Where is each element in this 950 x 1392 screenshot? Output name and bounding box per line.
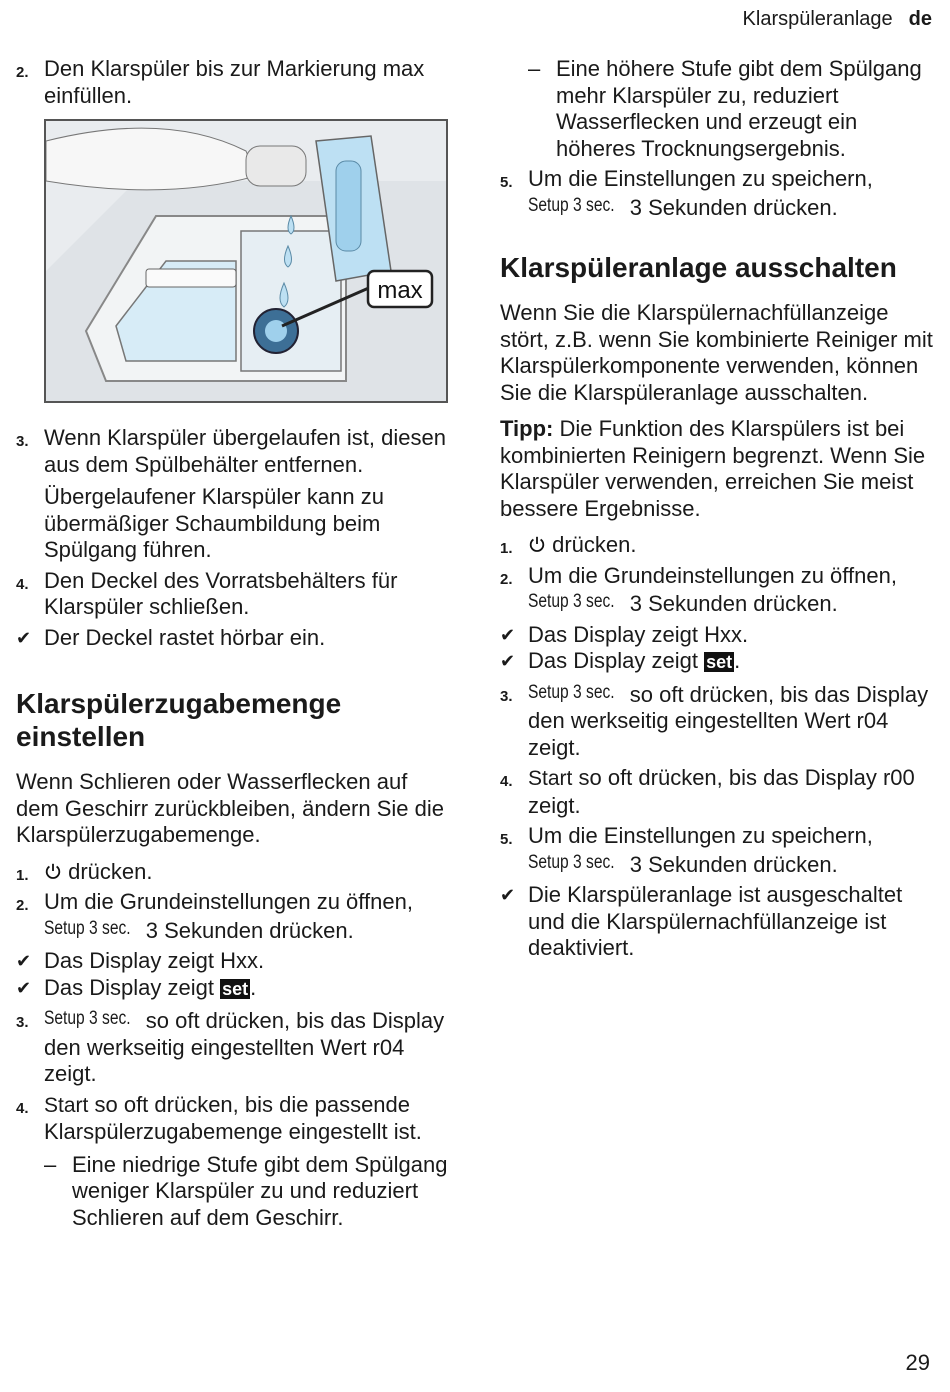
setup-control: Setup 3 sec. [44, 1008, 131, 1029]
off-result-2: ✔ Das Display zeigt set. [500, 648, 741, 673]
setup-control: Setup 3 sec. [44, 917, 131, 939]
heading-off: Klarspüleranlage ausschalten [500, 252, 897, 283]
intro-off: Wenn Sie die Klarspülernachfüllanzeige stört, z.B. wenn Sie kombinierte Reiniger mit Klarspülerkomponente verwenden, können Sie die Klarspüleranlage ausschalten. [500, 300, 933, 405]
dose-step-3: 3. Setup 3 sec. so oft drücken, bis das Display den werkseitig eingestellten Wert r04 zeigt. [16, 1008, 445, 1086]
dose-result-2: ✔ Das Display zeigt set. [16, 974, 257, 1000]
checkmark-icon: ✔ [500, 651, 516, 671]
off-step-5: 5. Um die Einstellungen zu speichern, Setup 3 sec. 3 Sekunden drücken. [500, 823, 873, 877]
rinse-aid-illustration [46, 121, 446, 401]
off-step-3: 3. Setup 3 sec. so oft drücken, bis das Display den werkseitig eingestellten Wert r04 zeigt. [500, 681, 929, 760]
intro-dosage: Wenn Schlieren oder Wasserflecken auf dem Geschirr zurückbleiben, ändern Sie die Klarspülerzugabemenge. [16, 769, 445, 847]
start-control: Start [528, 767, 573, 790]
dose-step-4: 4. Start so oft drücken, bis die passende Klarspülerzugabemenge eingestellt ist. [16, 1091, 422, 1144]
dose-step-1: 1. drücken. [16, 858, 153, 884]
header-lang: de [908, 8, 932, 30]
dash-high: – Eine höhere Stufe gibt dem Spülgang mehr Klarspüler zu, reduziert Wasserflecken und erzeugt ein höheres Trocknungsergebnis. [528, 56, 922, 161]
off-step-1: 1. drücken. [500, 532, 637, 557]
left-column [16, 56, 448, 1231]
dose-result-1: ✔ Das Display zeigt Hxx. [16, 948, 265, 973]
setup-control: Setup 3 sec. [528, 591, 615, 612]
off-result-1: ✔ Das Display zeigt Hxx. [500, 621, 749, 647]
setup-control: Setup 3 sec. [528, 194, 615, 216]
power-icon [528, 535, 546, 553]
step-4: 4. Den Deckel des Vorratsbehälters für Klarspüler schließen. [16, 567, 398, 619]
off-result-3: ✔ Die Klarspüleranlage ist ausgeschaltet und die Klarspülernachfüllanzeige ist deaktiviert. [500, 882, 903, 960]
off-step-2: 2. Um die Grundeinstellungen zu öffnen, Setup 3 sec. 3 Sekunden drücken. [500, 562, 897, 616]
checkmark-icon: ✔ [16, 977, 32, 998]
dose-step-5: 5. Um die Einstellungen zu speichern, Setup 3 sec. 3 Sekunden drücken. [500, 166, 873, 220]
step-3-note: Übergelaufener Klarspüler kann zu übermäßiger Schaumbildung beim Spülgang führen. [44, 484, 384, 562]
checkmark-icon: ✔ [16, 627, 32, 648]
set-display: set [222, 978, 249, 999]
setup-control: Setup 3 sec. [528, 681, 615, 703]
start-control: Start [44, 1093, 89, 1117]
checkmark-icon: ✔ [500, 885, 516, 905]
step-2: 2. Den Klarspüler bis zur Markierung max einfüllen. [16, 56, 425, 108]
power-icon [44, 862, 62, 880]
result-lid: ✔ Der Deckel rastet hörbar ein. [16, 624, 326, 650]
set-display: set [706, 652, 733, 672]
page-header [743, 8, 932, 31]
step-3: 3. Wenn Klarspüler übergelaufen ist, diesen aus dem Spülbehälter entfernen. [16, 425, 446, 477]
heading-dosage: Klarspülerzugabemenge einstellen [16, 688, 342, 752]
dash-low: – Eine niedrige Stufe gibt dem Spülgang weniger Klarspüler zu und reduziert Schlieren auf dem Geschirr. [44, 1151, 448, 1230]
checkmark-icon: ✔ [500, 624, 516, 645]
setup-control: Setup 3 sec. [528, 851, 615, 873]
dose-step-2: 2. Um die Grundeinstellungen zu öffnen, Setup 3 sec. 3 Sekunden drücken. [16, 889, 413, 943]
header-section: Klarspüleranlage [742, 8, 893, 30]
tip: Tipp: Die Funktion des Klarspülers ist bei kombinierten Reinigern begrenzt. Wenn Sie Klarspüler verwenden, erreichen Sie meist bessere Ergebnisse. [500, 416, 926, 521]
right-column [500, 56, 936, 962]
checkmark-icon: ✔ [16, 951, 32, 971]
off-step-4: 4. Start so oft drücken, bis das Display r00 zeigt. [500, 765, 915, 818]
max-label: max [377, 277, 423, 304]
rinse-aid-figure [44, 119, 448, 403]
page-number: 29 [905, 1350, 930, 1375]
